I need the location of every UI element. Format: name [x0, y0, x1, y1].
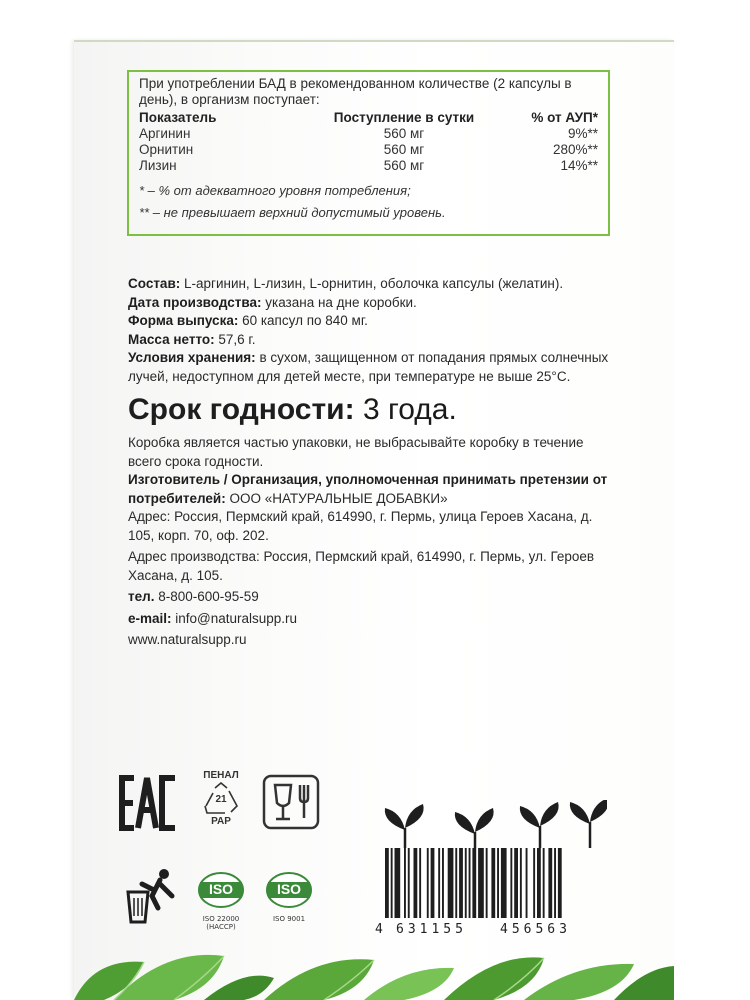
intake-notes — [139, 180, 598, 224]
intake-cell-percent: 280%** — [552, 142, 598, 157]
iso2-text: ISO — [276, 881, 302, 897]
intake-table — [139, 110, 598, 174]
barcode-digit-first: 4 — [375, 922, 383, 937]
phone-line — [128, 588, 618, 607]
address-line: Адрес: Россия, Пермский край, 614990, г. Пермь, улица Героев Хасана, д. 105, корп. 70, оф. 202. — [128, 509, 593, 543]
email-line — [128, 610, 618, 629]
intake-row-ornithine — [139, 142, 598, 158]
iso1-label-b: (HACCP) — [206, 923, 236, 931]
intake-row-arginine — [139, 126, 598, 142]
prod-date-line — [128, 294, 618, 313]
food-safe-glass-fork-icon — [262, 774, 320, 835]
composition-text: L-аргинин, L-лизин, L-орнитин, оболочка капсулы (желатин). — [180, 276, 564, 291]
form-line — [128, 312, 618, 331]
package-top-edge — [74, 40, 674, 42]
intake-table-box — [127, 70, 610, 236]
website-line: www.naturalsupp.ru — [128, 632, 247, 647]
leaf-decoration — [74, 948, 674, 1000]
recycle-code: 21 — [215, 794, 227, 805]
intake-header-daily: Поступление в сутки — [333, 110, 475, 125]
intake-cell-amount: 560 мг — [383, 158, 425, 173]
storage-label: Условия хранения: — [128, 350, 256, 365]
intake-row-lysine — [139, 158, 598, 174]
iso-22000-icon — [196, 870, 246, 931]
storage-line — [128, 349, 618, 386]
box-note: Коробка является частью упаковки, не выбрасывайте коробку в течение всего срока годности. — [128, 435, 584, 469]
mass-text: 57,6 г. — [214, 331, 256, 347]
iso1-text: ISO — [208, 881, 234, 897]
intake-note-adequate: * – % от адекватного уровня потребления; — [139, 183, 411, 198]
iso2-label: ISO 9001 — [272, 915, 306, 923]
maker-label: Изготовитель / Организация, уполномоченная принимать претензии от потребителей: — [128, 472, 608, 506]
phone-label: тел. — [128, 589, 155, 604]
intake-cell-name: Орнитин — [139, 142, 194, 157]
prod-date-text: указана на дне коробки. — [261, 294, 417, 310]
email-label: e-mail: — [128, 610, 172, 626]
intake-intro: При употреблении БАД в рекомендованном количестве (2 капсулы в день), в организм поступает: — [139, 76, 572, 107]
barcode-digits-left: 631155 — [396, 922, 467, 937]
storage-text: в сухом, защищенном от попадания прямых солнечных лучей, недоступном для детей месте, при температуре не выше 25°С. — [128, 350, 609, 384]
email-address: info@naturalsupp.ru — [171, 610, 298, 626]
penal-label: ПЕНАЛ — [203, 770, 239, 781]
form-label: Форма выпуска: — [128, 313, 239, 328]
maker-text: ООО «НАТУРАЛЬНЫЕ ДОБАВКИ» — [225, 490, 448, 506]
iso1-label-a: ISO 22000 — [202, 915, 240, 923]
intake-cell-percent: 9%** — [567, 126, 598, 141]
intake-note-upper: ** – не превышает верхний допустимый уровень. — [139, 205, 446, 220]
product-info — [128, 275, 618, 650]
shelf-life-value: 3 года. — [354, 393, 457, 426]
shelf-life-label: Срок годности: — [128, 393, 355, 426]
iso-9001-icon — [264, 870, 314, 923]
prod-date-label: Дата производства: — [128, 294, 262, 310]
mass-line — [128, 331, 618, 350]
intake-cell-amount: 560 мг — [383, 126, 425, 141]
prod-address-line: Адрес производства: Россия, Пермский край, 614990, г. Пермь, ул. Героев Хасана, д. 105. — [128, 549, 595, 583]
intake-cell-amount: 560 мг — [383, 142, 425, 157]
eac-mark-icon — [118, 774, 178, 837]
composition-label: Состав: — [128, 276, 181, 291]
phone-number: 8-800-600-95-59 — [154, 589, 259, 604]
recycle-21-pap-icon — [201, 782, 241, 816]
barcode-digits-right: 456563 — [500, 922, 571, 937]
intake-cell-name: Аргинин — [139, 126, 191, 141]
form-text: 60 капсул по 840 мг. — [238, 313, 368, 328]
intake-cell-name: Лизин — [139, 158, 177, 173]
shelf-life-line — [128, 390, 618, 430]
recycle-mark — [195, 770, 247, 827]
intake-header-indicator: Показатель — [139, 110, 217, 125]
maker-line — [128, 471, 618, 508]
trash-bin-icon — [122, 866, 180, 931]
composition-line — [128, 275, 618, 294]
mass-label: Масса нетто: — [128, 331, 215, 347]
intake-cell-percent: 14%** — [560, 158, 598, 173]
recycle-material: PAP — [211, 816, 231, 827]
intake-header-row — [139, 110, 598, 126]
intake-header-percent: % от АУП* — [531, 110, 598, 125]
